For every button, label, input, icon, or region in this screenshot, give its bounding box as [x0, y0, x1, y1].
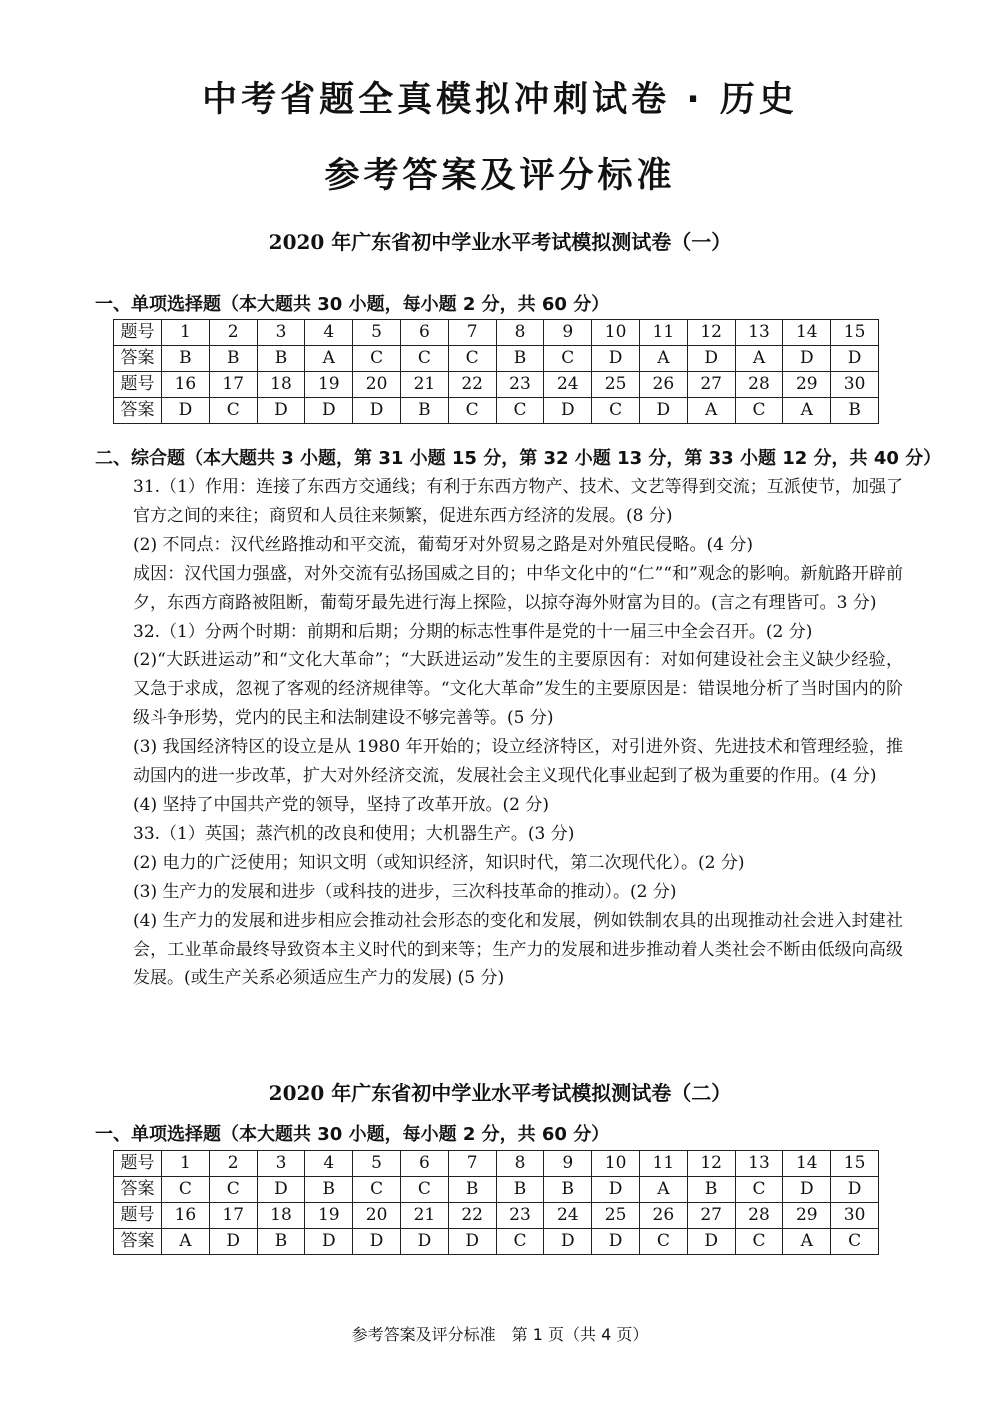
exam2-choice-heading: 一、单项选择题（本大题共 30 小题，每小题 2 分，共 60 分）: [95, 1124, 610, 1145]
question-number-cell: 13: [735, 1151, 783, 1177]
question-number-cell: 9: [544, 1151, 592, 1177]
question-number-cell: 3: [257, 320, 305, 346]
question-number-cell: 3: [257, 1151, 305, 1177]
question-number-cell: 18: [257, 372, 305, 398]
row-label: 题号: [114, 372, 162, 398]
answer-paragraph: (3) 我国经济特区的设立是从 1980 年开始的；设立经济特区，对引进外资、先进技术和管理经验，推动国内的进一步改革，扩大对外经济交流，发展社会主义现代化事业起到了极为重要的作用。(4 分): [133, 737, 903, 787]
question-number-cell: 1: [162, 1151, 210, 1177]
question-number-cell: 15: [831, 1151, 879, 1177]
question-number-cell: 26: [639, 1203, 687, 1229]
answer-cell: B: [257, 1229, 305, 1255]
exam1-comprehensive-answers: [133, 473, 903, 993]
question-number-cell: 1: [162, 320, 210, 346]
question-number-cell: 4: [305, 320, 353, 346]
answer-cell: D: [257, 1177, 305, 1203]
answer-cell: B: [496, 1177, 544, 1203]
question-number-cell: 13: [735, 320, 783, 346]
answer-cell: C: [209, 1177, 257, 1203]
question-number-cell: 30: [831, 372, 879, 398]
question-number-cell: 2: [209, 320, 257, 346]
page-title: 中考省题全真模拟冲刺试卷 · 历史: [202, 80, 798, 120]
answer-cell: C: [544, 346, 592, 372]
answer-cell: A: [639, 346, 687, 372]
question-number-cell: 12: [687, 320, 735, 346]
question-number-cell: 28: [735, 372, 783, 398]
question-number-cell: 17: [209, 1203, 257, 1229]
answer-paragraph: 32.（1）分两个时期：前期和后期；分期的标志性事件是党的十一届三中全会召开。(2 分): [133, 621, 813, 642]
row-label: 题号: [114, 320, 162, 346]
answer-row: [114, 398, 879, 424]
answer-cell: C: [209, 398, 257, 424]
answer-cell: D: [544, 1229, 592, 1255]
exam1-choice-heading: 一、单项选择题（本大题共 30 小题，每小题 2 分，共 60 分）: [95, 294, 610, 315]
question-number-cell: 21: [400, 1203, 448, 1229]
question-number-cell: 14: [783, 320, 831, 346]
question-number-cell: 14: [783, 1151, 831, 1177]
question-number-cell: 26: [639, 372, 687, 398]
answer-cell: D: [305, 1229, 353, 1255]
question-number-cell: 11: [639, 320, 687, 346]
answer-cell: B: [544, 1177, 592, 1203]
answer-cell: C: [448, 398, 496, 424]
question-number-cell: 23: [496, 1203, 544, 1229]
question-number-cell: 22: [448, 1203, 496, 1229]
answer-cell: C: [831, 1229, 879, 1255]
answer-cell: D: [687, 346, 735, 372]
answer-cell: D: [305, 398, 353, 424]
answer-cell: D: [783, 1177, 831, 1203]
number-row: [114, 320, 879, 346]
page-subtitle: 参考答案及评分标准: [324, 156, 676, 196]
exam2-title: 2020 年广东省初中学业水平考试模拟测试卷（二）: [268, 1081, 732, 1105]
question-number-cell: 5: [353, 320, 401, 346]
answer-row: [114, 346, 879, 372]
answer-cell: B: [496, 346, 544, 372]
question-number-cell: 19: [305, 1203, 353, 1229]
answer-cell: A: [305, 346, 353, 372]
question-number-cell: 23: [496, 372, 544, 398]
answer-cell: B: [400, 398, 448, 424]
answer-paragraph: (4) 坚持了中国共产党的领导，坚持了改革开放。(2 分): [133, 794, 549, 815]
answer-cell: A: [687, 398, 735, 424]
question-number-cell: 11: [639, 1151, 687, 1177]
answer-cell: C: [735, 1177, 783, 1203]
question-number-cell: 20: [353, 1203, 401, 1229]
question-number-cell: 29: [783, 372, 831, 398]
answer-cell: C: [735, 398, 783, 424]
answer-cell: C: [496, 398, 544, 424]
answer-cell: D: [831, 1177, 879, 1203]
question-number-cell: 15: [831, 320, 879, 346]
question-number-cell: 10: [592, 1151, 640, 1177]
answer-cell: B: [305, 1177, 353, 1203]
exam1-title: 2020 年广东省初中学业水平考试模拟测试卷（一）: [268, 230, 732, 254]
question-number-cell: 12: [687, 1151, 735, 1177]
answer-cell: B: [209, 346, 257, 372]
question-number-cell: 10: [592, 320, 640, 346]
question-number-cell: 30: [831, 1203, 879, 1229]
number-row: [114, 372, 879, 398]
answer-paragraph: (2) 电力的广泛使用；知识文明（或知识经济，知识时代，第二次现代化）。(2 分): [133, 852, 745, 873]
answer-cell: B: [831, 398, 879, 424]
answer-cell: C: [400, 1177, 448, 1203]
question-number-cell: 21: [400, 372, 448, 398]
number-row: [114, 1151, 879, 1177]
question-number-cell: 7: [448, 1151, 496, 1177]
question-number-cell: 16: [162, 1203, 210, 1229]
question-number-cell: 27: [687, 1203, 735, 1229]
answer-cell: D: [592, 1177, 640, 1203]
answer-cell: D: [687, 1229, 735, 1255]
answer-paragraph: (2)“大跃进运动”和“文化大革命”；“大跃进运动”发生的主要原因有：对如何建设社会主义缺少经验，又急于求成，忽视了客观的经济规律等。“文化大革命”发生的主要原因是：错误地分析了当时国内的阶级斗争形势，党内的民主和法制建设不够完善等。(5 分): [133, 650, 903, 729]
answer-cell: D: [592, 1229, 640, 1255]
answer-row: [114, 1177, 879, 1203]
exam1-comprehensive-heading: 二、综合题（本大题共 3 小题，第 31 小题 15 分，第 32 小题 13 分，第 33 小题 12 分，共 40 分）: [95, 448, 942, 469]
answer-cell: D: [831, 346, 879, 372]
row-label: 答案: [114, 1177, 162, 1203]
answer-cell: D: [783, 346, 831, 372]
question-number-cell: 24: [544, 372, 592, 398]
answer-cell: D: [544, 398, 592, 424]
question-number-cell: 22: [448, 372, 496, 398]
answer-cell: A: [162, 1229, 210, 1255]
question-number-cell: 4: [305, 1151, 353, 1177]
page-footer: 参考答案及评分标准 第 1 页（共 4 页）: [351, 1325, 649, 1344]
answer-cell: C: [639, 1229, 687, 1255]
answer-paragraph: (2) 不同点：汉代丝路推动和平交流，葡萄牙对外贸易之路是对外殖民侵略。(4 分): [133, 534, 753, 555]
row-label: 答案: [114, 1229, 162, 1255]
answer-cell: C: [162, 1177, 210, 1203]
answer-cell: C: [592, 398, 640, 424]
answer-cell: D: [257, 398, 305, 424]
question-number-cell: 24: [544, 1203, 592, 1229]
question-number-cell: 8: [496, 320, 544, 346]
answer-cell: C: [400, 346, 448, 372]
question-number-cell: 25: [592, 372, 640, 398]
answer-cell: A: [783, 1229, 831, 1255]
answer-cell: D: [162, 398, 210, 424]
answer-paragraph: (4) 生产力的发展和进步相应会推动社会形态的变化和发展，例如铁制农具的出现推动社会进入封建社会，工业革命最终导致资本主义时代的到来等；生产力的发展和进步推动着人类社会不断由低级向高级发展。(或生产关系必须适应生产力的发展) (5 分): [133, 910, 903, 989]
answer-cell: C: [735, 1229, 783, 1255]
answer-cell: D: [400, 1229, 448, 1255]
row-label: 答案: [114, 346, 162, 372]
question-number-cell: 27: [687, 372, 735, 398]
question-number-cell: 17: [209, 372, 257, 398]
question-number-cell: 9: [544, 320, 592, 346]
answer-cell: D: [209, 1229, 257, 1255]
answer-paragraph: (3) 生产力的发展和进步（或科技的进步，三次科技革命的推动）。(2 分): [133, 881, 677, 902]
answer-paragraph: 成因：汉代国力强盛，对外交流有弘扬国威之目的；中华文化中的“仁”“和”观念的影响。新航路开辟前夕，东西方商路被阻断，葡萄牙最先进行海上探险，以掠夺海外财富为目的。(言之有理皆可。3 分): [133, 563, 903, 613]
answer-cell: A: [639, 1177, 687, 1203]
row-label: 答案: [114, 398, 162, 424]
question-number-cell: 16: [162, 372, 210, 398]
question-number-cell: 28: [735, 1203, 783, 1229]
question-number-cell: 29: [783, 1203, 831, 1229]
question-number-cell: 19: [305, 372, 353, 398]
question-number-cell: 6: [400, 320, 448, 346]
exam2-answer-table: [113, 1150, 879, 1255]
row-label: 题号: [114, 1203, 162, 1229]
answer-row: [114, 1229, 879, 1255]
question-number-cell: 7: [448, 320, 496, 346]
answer-cell: B: [448, 1177, 496, 1203]
answer-cell: B: [257, 346, 305, 372]
question-number-cell: 6: [400, 1151, 448, 1177]
answer-cell: B: [687, 1177, 735, 1203]
answer-cell: B: [162, 346, 210, 372]
question-number-cell: 20: [353, 372, 401, 398]
question-number-cell: 2: [209, 1151, 257, 1177]
question-number-cell: 8: [496, 1151, 544, 1177]
answer-cell: C: [353, 346, 401, 372]
answer-cell: D: [448, 1229, 496, 1255]
answer-paragraph: 31.（1）作用：连接了东西方交通线；有利于东西方物产、技术、文艺等得到交流；互派使节，加强了官方之间的来往；商贸和人员往来频繁，促进东西方经济的发展。(8 分): [133, 477, 903, 526]
answer-cell: D: [592, 346, 640, 372]
answer-cell: D: [353, 1229, 401, 1255]
answer-paragraph: 33.（1）英国；蒸汽机的改良和使用；大机器生产。(3 分): [133, 823, 575, 844]
answer-cell: A: [735, 346, 783, 372]
answer-cell: C: [353, 1177, 401, 1203]
answer-cell: A: [783, 398, 831, 424]
question-number-cell: 25: [592, 1203, 640, 1229]
exam1-answer-table: [113, 319, 879, 424]
question-number-cell: 5: [353, 1151, 401, 1177]
question-number-cell: 18: [257, 1203, 305, 1229]
answer-cell: C: [496, 1229, 544, 1255]
answer-cell: D: [353, 398, 401, 424]
answer-cell: D: [639, 398, 687, 424]
number-row: [114, 1203, 879, 1229]
row-label: 题号: [114, 1151, 162, 1177]
answer-cell: C: [448, 346, 496, 372]
